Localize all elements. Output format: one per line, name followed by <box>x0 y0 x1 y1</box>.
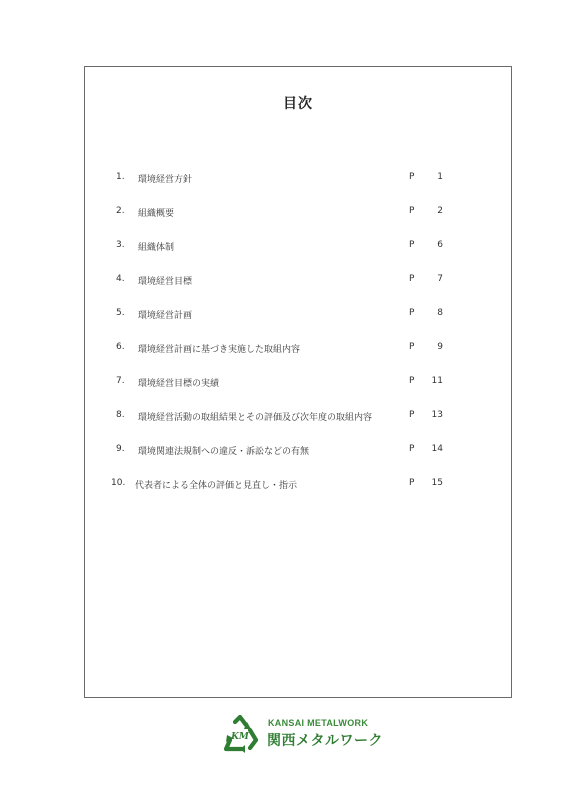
toc-item <box>85 308 511 322</box>
toc-item <box>85 240 511 254</box>
toc-page-prefix: P <box>409 172 415 182</box>
toc-page-number: 7 <box>437 274 443 284</box>
toc-page-number: 8 <box>437 308 443 318</box>
recycle-triangle-icon <box>220 714 260 754</box>
toc-item <box>85 376 511 390</box>
toc-page-number: 2 <box>437 206 443 216</box>
toc-title: 組織概要 <box>138 209 175 219</box>
toc-frame <box>84 66 512 698</box>
logo-mark-text: KM <box>231 732 249 742</box>
company-name-en: KANSAI METALWORK <box>268 718 369 728</box>
toc-page-number: 6 <box>437 240 443 250</box>
toc-item <box>85 206 511 220</box>
toc-title: 環境経営計画 <box>138 311 193 321</box>
toc-page-prefix: P <box>409 376 415 386</box>
toc-title: 環境経営目標 <box>138 277 193 287</box>
toc-item <box>85 444 511 458</box>
toc-title: 環境経営活動の取組結果とその評価及び次年度の取組内容 <box>138 413 373 423</box>
toc-item <box>85 172 511 186</box>
toc-number: 6. <box>116 342 125 352</box>
toc-page-prefix: P <box>409 410 415 420</box>
toc-page-prefix: P <box>409 444 415 454</box>
toc-number: 3. <box>116 240 125 250</box>
toc-title: 環境経営目標の実績 <box>138 379 220 389</box>
toc-page-prefix: P <box>409 206 415 216</box>
company-logo <box>220 714 400 754</box>
toc-number: 4. <box>116 274 125 284</box>
toc-item <box>85 342 511 356</box>
toc-number: 9. <box>116 444 125 454</box>
toc-page-number: 15 <box>431 478 443 488</box>
toc-page-number: 11 <box>431 376 443 386</box>
toc-title: 環境関連法規制への違反・訴訟などの有無 <box>138 447 310 457</box>
toc-title: 組織体制 <box>138 243 175 253</box>
page-title: 目次 <box>283 96 313 112</box>
toc-item <box>85 478 511 492</box>
toc-title: 代表者による全体の評価と見直し・指示 <box>135 481 298 491</box>
toc-page-number: 9 <box>437 342 443 352</box>
toc-page-prefix: P <box>409 240 415 250</box>
toc-page-prefix: P <box>409 308 415 318</box>
toc-number: 10. <box>111 478 126 488</box>
toc-number: 8. <box>116 410 125 420</box>
toc-page-number: 1 <box>437 172 443 182</box>
toc-page-prefix: P <box>409 342 415 352</box>
toc-page-prefix: P <box>409 274 415 284</box>
toc-title: 環境経営計画に基づき実施した取組内容 <box>138 345 301 355</box>
toc-item <box>85 274 511 288</box>
toc-number: 2. <box>116 206 125 216</box>
toc-title: 環境経営方針 <box>138 175 193 185</box>
toc-page-number: 14 <box>431 444 443 454</box>
toc-page-number: 13 <box>431 410 443 420</box>
company-name-jp: 関西メタルワーク <box>267 733 383 749</box>
toc-number: 7. <box>116 376 125 386</box>
toc-item <box>85 410 511 424</box>
toc-number: 1. <box>116 172 125 182</box>
toc-page-prefix: P <box>409 478 415 488</box>
toc-number: 5. <box>116 308 125 318</box>
